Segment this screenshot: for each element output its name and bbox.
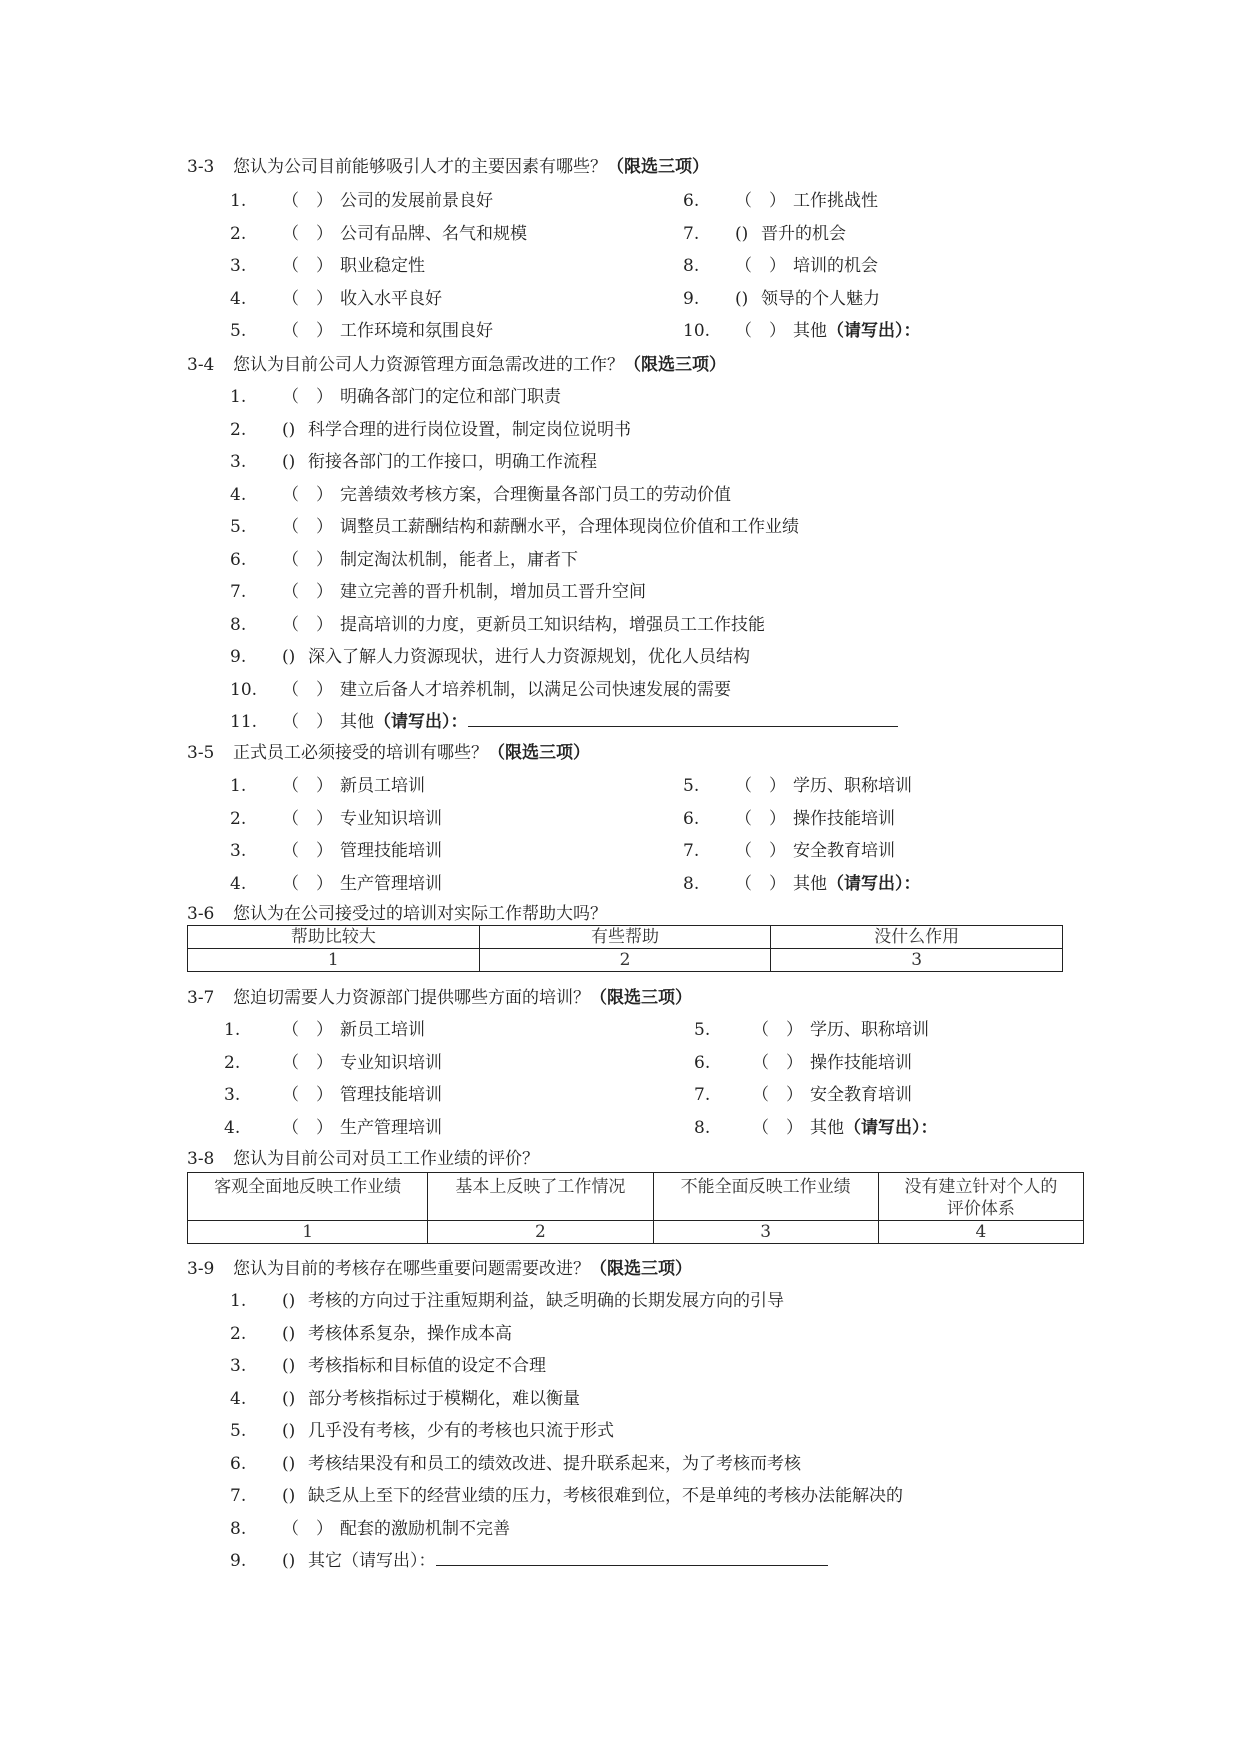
option-row	[230, 415, 631, 440]
answer-checkbox[interactable]: （ ）	[282, 1518, 333, 1539]
option-number: 4.	[224, 1117, 241, 1138]
option-row	[230, 1546, 828, 1571]
option-number: 2.	[230, 808, 247, 829]
answer-checkbox[interactable]: ()	[282, 452, 296, 472]
option-label: 其他	[810, 1117, 844, 1138]
option-number: 9.	[683, 288, 700, 309]
option-label: 专业知识培训	[340, 1052, 442, 1073]
table-header-cell: 不能全面反映工作业绩	[653, 1173, 878, 1221]
option-number: 1.	[230, 1291, 247, 1311]
option-number: 8.	[683, 256, 700, 276]
option-label: 学历、职称培训	[810, 1020, 929, 1040]
option-row	[224, 1048, 442, 1073]
option-label: 晋升的机会	[761, 223, 846, 244]
table-header-cell: 没什么作用	[771, 926, 1063, 949]
table-header-cell: 有些帮助	[479, 926, 771, 949]
option-row	[230, 804, 442, 829]
option-row	[230, 545, 578, 570]
write-in-label: （请写出）：	[827, 321, 921, 341]
option-row	[230, 512, 799, 537]
answer-checkbox[interactable]: （ ）	[282, 614, 333, 635]
option-number: 3.	[224, 1085, 241, 1105]
write-in-label: （请写出）：	[374, 712, 468, 732]
answer-checkbox[interactable]: （ ）	[282, 288, 333, 309]
write-in-label: （请写出）：	[844, 1117, 938, 1138]
answer-checkbox[interactable]: （ ）	[735, 841, 786, 861]
option-number: 6.	[683, 191, 700, 211]
answer-checkbox[interactable]: ()	[282, 1421, 296, 1441]
option-number: 2.	[230, 1323, 247, 1344]
question-3-7-title: 3-7 您迫切需要人力资源部门提供哪些方面的培训？（限选三项）	[187, 988, 692, 1008]
answer-checkbox[interactable]: （ ）	[752, 1020, 803, 1040]
option-label: 其他	[793, 873, 827, 894]
option-label: 制定淘汰机制，能者上，庸者下	[340, 549, 578, 570]
answer-checkbox[interactable]: （ ）	[282, 1085, 333, 1105]
answer-checkbox[interactable]: ()	[735, 223, 749, 244]
answer-checkbox[interactable]: （ ）	[282, 191, 333, 211]
option-label: 其他	[793, 321, 827, 341]
option-label: 建立完善的晋升机制，增加员工晋升空间	[340, 582, 646, 602]
option-number: 8.	[683, 873, 700, 894]
option-row	[230, 447, 597, 472]
option-row	[230, 836, 442, 861]
option-label: 几乎没有考核，少有的考核也只流于形式	[308, 1421, 614, 1441]
option-row	[230, 1481, 903, 1506]
option-label: 明确各部门的定位和部门职责	[340, 387, 561, 407]
answer-checkbox[interactable]: ()	[282, 1291, 296, 1311]
question-3-9-title: 3-9 您认为目前的考核存在哪些重要问题需要改进？（限选三项）	[187, 1259, 692, 1279]
option-row	[230, 1449, 801, 1474]
option-number: 9.	[230, 1551, 247, 1571]
table-value-cell: 2	[428, 1221, 653, 1244]
answer-checkbox[interactable]: （ ）	[282, 873, 333, 894]
option-number: 5.	[694, 1020, 711, 1040]
option-label: 公司的发展前景良好	[340, 191, 493, 211]
answer-checkbox[interactable]: ()	[282, 647, 296, 667]
option-label: 建立后备人才培养机制，以满足公司快速发展的需要	[340, 679, 731, 700]
option-number: 6.	[230, 549, 247, 570]
write-in-field[interactable]	[468, 712, 898, 727]
option-row	[230, 219, 527, 244]
option-number: 3.	[230, 256, 247, 276]
table-header-cell: 没有建立针对个人的 评价体系	[878, 1173, 1083, 1221]
answer-checkbox[interactable]: ()	[735, 288, 749, 309]
option-label: 操作技能培训	[810, 1052, 912, 1073]
answer-checkbox[interactable]: ()	[282, 1356, 296, 1376]
answer-checkbox[interactable]: ()	[282, 1551, 296, 1571]
table-header-cell: 基本上反映了工作情况	[428, 1173, 653, 1221]
option-row	[230, 1416, 614, 1441]
option-row	[683, 869, 921, 894]
question-3-8-table	[187, 1172, 1084, 1244]
option-number: 5.	[230, 321, 247, 341]
option-number: 2.	[230, 223, 247, 244]
option-row	[230, 610, 765, 635]
option-label: 工作挑战性	[793, 191, 878, 211]
table-value-cell: 3	[653, 1221, 878, 1244]
option-number: 8.	[230, 1518, 247, 1539]
option-label: 部分考核指标过于模糊化，难以衡量	[308, 1388, 580, 1409]
answer-checkbox[interactable]: （ ）	[735, 776, 786, 796]
answer-checkbox[interactable]: （ ）	[282, 256, 333, 276]
option-row	[230, 1384, 580, 1409]
option-row	[230, 480, 731, 505]
option-label: 生产管理培训	[340, 873, 442, 894]
answer-checkbox[interactable]: （ ）	[282, 517, 333, 537]
answer-checkbox[interactable]: ()	[282, 419, 296, 440]
option-label: 操作技能培训	[793, 808, 895, 829]
question-3-5-title: 3-5 正式员工必须接受的培训有哪些？（限选三项）	[187, 743, 590, 763]
option-label: 其它（请写出）：	[308, 1551, 436, 1571]
option-row	[230, 186, 493, 211]
option-row	[230, 251, 425, 276]
option-number: 1.	[224, 1020, 241, 1040]
option-label: 考核结果没有和员工的绩效改进、提升联系起来，为了考核而考核	[308, 1453, 801, 1474]
option-number: 9.	[230, 647, 247, 667]
option-number: 5.	[230, 1421, 247, 1441]
option-row	[230, 1319, 512, 1344]
option-label: 新员工培训	[340, 776, 425, 796]
answer-checkbox[interactable]: （ ）	[735, 873, 786, 894]
option-label: 安全教育培训	[810, 1085, 912, 1105]
option-row	[683, 836, 895, 861]
answer-checkbox[interactable]: （ ）	[282, 841, 333, 861]
option-number: 2.	[230, 419, 247, 440]
table-value-cell: 1	[188, 1221, 428, 1244]
option-number: 4.	[230, 1388, 247, 1409]
option-label: 专业知识培训	[340, 808, 442, 829]
option-row	[683, 771, 912, 796]
option-row	[230, 1514, 510, 1539]
option-number: 7.	[230, 582, 247, 602]
option-label: 配套的激励机制不完善	[340, 1518, 510, 1539]
answer-checkbox[interactable]: （ ）	[752, 1085, 803, 1105]
option-number: 8.	[694, 1117, 711, 1138]
option-label: 提高培训的力度，更新员工知识结构，增强员工工作技能	[340, 614, 765, 635]
option-label: 管理技能培训	[340, 841, 442, 861]
option-row	[683, 251, 878, 276]
question-3-3-title: 3-3 您认为公司目前能够吸引人才的主要因素有哪些？（限选三项）	[187, 157, 709, 177]
answer-checkbox[interactable]: （ ）	[282, 808, 333, 829]
option-label: 调整员工薪酬结构和薪酬水平，合理体现岗位价值和工作业绩	[340, 517, 799, 537]
answer-checkbox[interactable]: （ ）	[282, 549, 333, 570]
option-label: 学历、职称培训	[793, 776, 912, 796]
option-number: 1.	[230, 387, 247, 407]
option-number: 1.	[230, 776, 247, 796]
option-label: 公司有品牌、名气和规模	[340, 223, 527, 244]
option-label: 生产管理培训	[340, 1117, 442, 1138]
option-row	[683, 186, 878, 211]
option-row	[683, 804, 895, 829]
answer-checkbox[interactable]: （ ）	[735, 256, 786, 276]
write-in-field[interactable]	[436, 1551, 828, 1566]
table-value-cell: 3	[771, 949, 1063, 972]
option-label: 安全教育培训	[793, 841, 895, 861]
answer-checkbox[interactable]: （ ）	[735, 321, 786, 341]
option-number: 1.	[230, 191, 247, 211]
option-label: 衔接各部门的工作接口，明确工作流程	[308, 452, 597, 472]
option-number: 4.	[230, 873, 247, 894]
write-in-label: （请写出）：	[827, 873, 921, 894]
option-row	[230, 382, 561, 407]
option-number: 7.	[683, 223, 700, 244]
option-number: 7.	[230, 1486, 247, 1506]
option-number: 10.	[683, 321, 711, 341]
option-label: 其他	[340, 712, 374, 732]
option-row	[683, 219, 846, 244]
table-value-cell: 2	[479, 949, 771, 972]
option-label: 考核指标和目标值的设定不合理	[308, 1356, 546, 1376]
option-label: 职业稳定性	[340, 256, 425, 276]
option-number: 6.	[230, 1453, 247, 1474]
option-row	[694, 1048, 912, 1073]
answer-checkbox[interactable]: ()	[282, 1453, 296, 1474]
option-row	[230, 1286, 784, 1311]
answer-checkbox[interactable]: ()	[282, 1388, 296, 1409]
answer-checkbox[interactable]: （ ）	[282, 1117, 333, 1138]
answer-checkbox[interactable]: （ ）	[282, 484, 333, 505]
option-row	[224, 1080, 442, 1105]
answer-checkbox[interactable]: （ ）	[282, 776, 333, 796]
option-label: 新员工培训	[340, 1020, 425, 1040]
question-3-8-title: 3-8 您认为目前公司对员工工作业绩的评价？	[187, 1149, 539, 1169]
option-label: 培训的机会	[793, 256, 878, 276]
option-number: 7.	[683, 841, 700, 861]
option-row	[224, 1113, 442, 1138]
option-row	[230, 577, 646, 602]
answer-checkbox[interactable]: （ ）	[752, 1117, 803, 1138]
answer-checkbox[interactable]: （ ）	[752, 1052, 803, 1073]
option-label: 领导的个人魅力	[761, 288, 880, 309]
option-label: 完善绩效考核方案，合理衡量各部门员工的劳动价值	[340, 484, 731, 505]
option-number: 6.	[683, 808, 700, 829]
answer-checkbox[interactable]: （ ）	[282, 387, 333, 407]
answer-checkbox[interactable]: （ ）	[282, 712, 333, 732]
answer-checkbox[interactable]: （ ）	[282, 582, 333, 602]
option-label: 考核体系复杂，操作成本高	[308, 1323, 512, 1344]
table-header-cell: 帮助比较大	[188, 926, 480, 949]
option-number: 3.	[230, 841, 247, 861]
option-row	[230, 642, 750, 667]
option-number: 8.	[230, 614, 247, 635]
option-row	[694, 1015, 929, 1040]
answer-checkbox[interactable]: ()	[282, 1486, 296, 1506]
question-3-4-title: 3-4 您认为目前公司人力资源管理方面急需改进的工作？（限选三项）	[187, 355, 726, 375]
answer-checkbox[interactable]: （ ）	[282, 1052, 333, 1073]
option-number: 3.	[230, 1356, 247, 1376]
option-number: 11.	[230, 712, 258, 732]
option-row	[694, 1113, 938, 1138]
option-row	[683, 316, 921, 341]
option-number: 7.	[694, 1085, 711, 1105]
option-row	[230, 316, 493, 341]
table-value-cell: 1	[188, 949, 480, 972]
option-number: 4.	[230, 288, 247, 309]
option-row	[230, 1351, 546, 1376]
answer-checkbox[interactable]: （ ）	[282, 223, 333, 244]
question-3-6-table	[187, 925, 1063, 972]
option-row	[230, 869, 442, 894]
option-number: 2.	[224, 1052, 241, 1073]
option-label: 考核的方向过于注重短期利益，缺乏明确的长期发展方向的引导	[308, 1291, 784, 1311]
table-header-cell: 客观全面地反映工作业绩	[188, 1173, 428, 1221]
option-number: 3.	[230, 452, 247, 472]
option-label: 科学合理的进行岗位设置，制定岗位说明书	[308, 419, 631, 440]
answer-checkbox[interactable]: （ ）	[282, 321, 333, 341]
answer-checkbox[interactable]: （ ）	[735, 808, 786, 829]
option-label: 工作环境和氛围良好	[340, 321, 493, 341]
option-number: 5.	[230, 517, 247, 537]
option-row	[230, 771, 425, 796]
option-row	[683, 284, 880, 309]
question-3-6-title: 3-6 您认为在公司接受过的培训对实际工作帮助大吗？	[187, 904, 607, 924]
option-number: 10.	[230, 679, 258, 700]
answer-checkbox[interactable]: （ ）	[735, 191, 786, 211]
option-row	[224, 1015, 425, 1040]
option-label: 收入水平良好	[340, 288, 442, 309]
option-row	[694, 1080, 912, 1105]
option-number: 5.	[683, 776, 700, 796]
answer-checkbox[interactable]: ()	[282, 1323, 296, 1344]
answer-checkbox[interactable]: （ ）	[282, 679, 333, 700]
option-row	[230, 284, 442, 309]
option-row	[230, 675, 731, 700]
option-number: 4.	[230, 484, 247, 505]
option-label: 管理技能培训	[340, 1085, 442, 1105]
table-value-cell: 4	[878, 1221, 1083, 1244]
option-row	[230, 707, 898, 732]
option-label: 深入了解人力资源现状，进行人力资源规划，优化人员结构	[308, 647, 750, 667]
answer-checkbox[interactable]: （ ）	[282, 1020, 333, 1040]
option-number: 6.	[694, 1052, 711, 1073]
option-label: 缺乏从上至下的经营业绩的压力，考核很难到位，不是单纯的考核办法能解决的	[308, 1486, 903, 1506]
